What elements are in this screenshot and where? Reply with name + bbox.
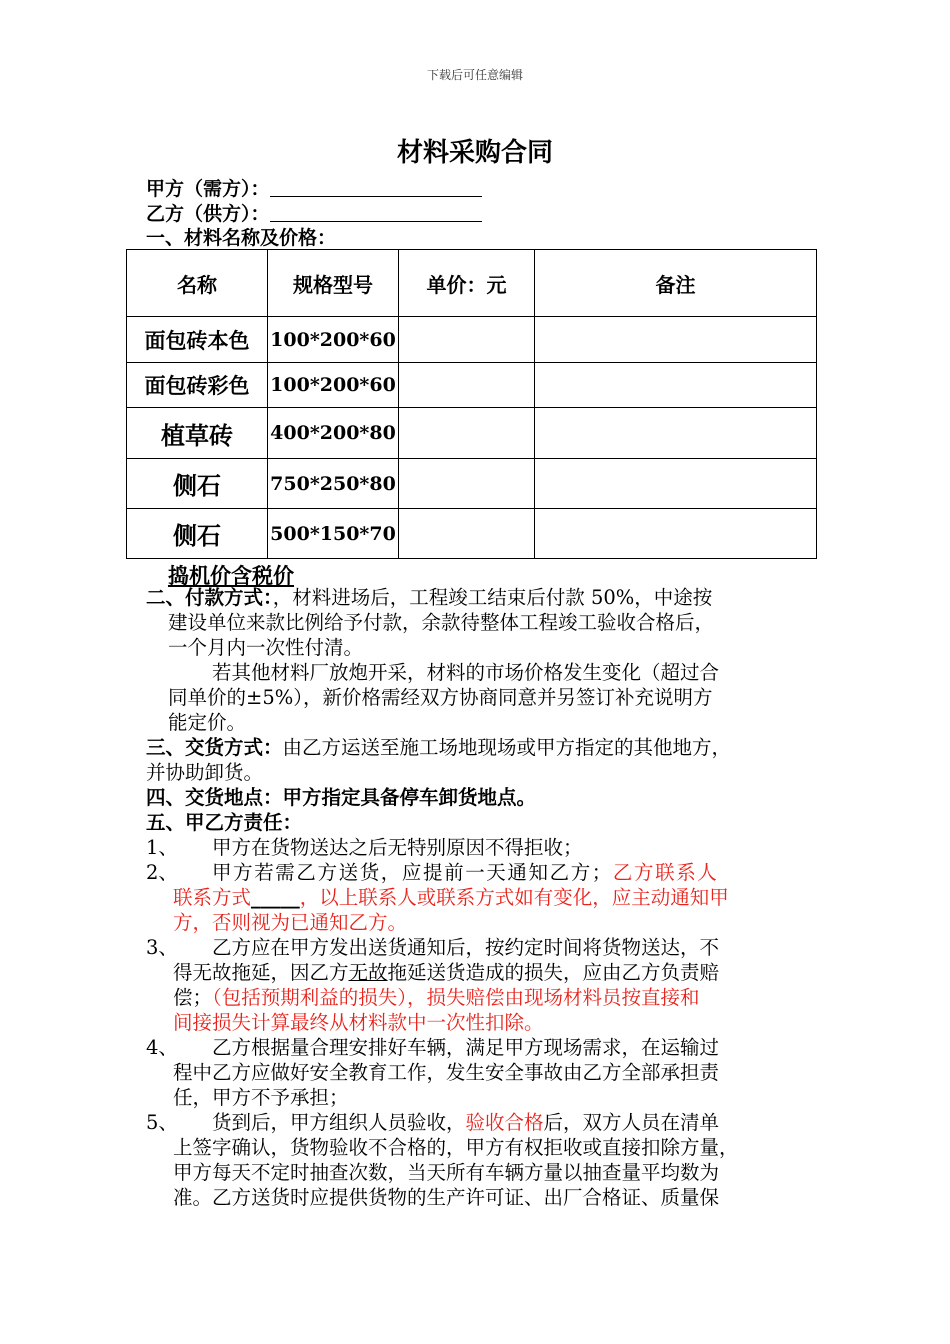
item3-text3a: 偿； — [173, 986, 213, 1009]
section4-heading: 四、交货地点：甲方指定具备停车卸货地点。 — [146, 786, 537, 809]
item2-blank: _____ — [251, 886, 300, 909]
party-a-label: 甲方（需方）： — [146, 178, 270, 200]
section1-heading: 一、材料名称及价格： — [146, 227, 337, 249]
section3-text1: 由乙方运送至施工场地现场或甲方指定的其他地方， — [282, 736, 732, 759]
item2-text1: 甲方若需乙方送货，应提前一天通知乙方； — [212, 861, 613, 884]
item5-text1a: 货到后，甲方组织人员验收， — [212, 1111, 466, 1134]
item3-text2u: 无故 — [348, 961, 388, 984]
table-row — [127, 363, 817, 408]
cell-remark — [535, 408, 817, 459]
table-header-remark: 备注 — [535, 250, 817, 317]
cell-price — [399, 459, 535, 509]
cell-price — [399, 317, 535, 363]
cell-spec: 400*200*80 — [268, 408, 399, 459]
item2-line2 — [173, 886, 729, 910]
party-a-line — [146, 174, 482, 201]
cell-name: 面包砖彩色 — [127, 363, 268, 408]
table-header-row — [127, 250, 817, 317]
section3-line1 — [146, 736, 731, 760]
item3-number: 3、 — [146, 936, 178, 959]
section2-label: 二、付款方式： — [146, 586, 273, 609]
cell-name: 面包砖本色 — [127, 317, 268, 363]
cell-spec: 750*250*80 — [268, 459, 399, 509]
cell-remark — [535, 363, 817, 408]
cell-spec: 100*200*60 — [268, 317, 399, 363]
section3-label: 三、交货方式： — [146, 736, 283, 759]
section2-text1: ，材料进场后，工程竣工结束后付款 50%，中途按 — [272, 586, 713, 609]
item3-text4: 间接损失计算最终从材料款中一次性扣除。 — [173, 1011, 544, 1034]
item1-number: 1、 — [146, 836, 178, 859]
cell-name: 侧石 — [127, 459, 268, 509]
section5-heading: 五、甲乙方责任： — [146, 811, 303, 834]
section2-text6: 能定价。 — [168, 711, 247, 734]
cell-price — [399, 408, 535, 459]
item1-text: 甲方在货物送达之后无特别原因不得拒收； — [212, 836, 583, 859]
document-title: 材料采购合同 — [396, 138, 553, 168]
item5-text2: 上签字确认，货物验收不合格的，甲方有权拒收或直接扣除方量， — [173, 1136, 739, 1159]
item3-text2a: 得无故拖延，因乙方 — [173, 961, 349, 984]
item4-text2: 程中乙方应做好安全教育工作，发生安全事故由乙方全部承担责 — [173, 1061, 720, 1084]
table-header-price: 单价：元 — [399, 250, 535, 317]
cell-price — [399, 363, 535, 408]
cell-remark — [535, 317, 817, 363]
table-header-name: 名称 — [127, 250, 268, 317]
item4-text3: 任，甲方不予承担； — [173, 1086, 349, 1109]
item5-text1b: 验收合格 — [465, 1111, 544, 1134]
party-b-blank — [270, 203, 482, 222]
item4-number: 4、 — [146, 1036, 178, 1059]
item3-line2 — [173, 961, 719, 985]
party-b-line — [146, 199, 482, 226]
table-row — [127, 509, 817, 559]
cell-spec: 500*150*70 — [268, 509, 399, 559]
cell-remark — [535, 509, 817, 559]
cell-remark — [535, 459, 817, 509]
item2-line1 — [212, 861, 718, 885]
party-a-blank — [270, 178, 482, 197]
cell-name: 植草砖 — [127, 408, 268, 459]
item2-text3: 方，否则视为已通知乙方。 — [173, 911, 408, 934]
table-row — [127, 459, 817, 509]
cell-name: 侧石 — [127, 509, 268, 559]
item5-text4: 准。乙方送货时应提供货物的生产许可证、出厂合格证、质量保 — [173, 1186, 720, 1209]
table-row — [127, 317, 817, 363]
item4-text1: 乙方根据量合理安排好车辆，满足甲方现场需求，在运输过 — [212, 1036, 720, 1059]
cell-price — [399, 509, 535, 559]
party-b-label: 乙方（供方）： — [146, 203, 270, 225]
price-note: 捣机价含税价 — [168, 563, 294, 588]
item3-text2b: 拖延送货造成的损失，应由乙方负责赔 — [387, 961, 720, 984]
item3-line3 — [173, 986, 700, 1010]
item5-number: 5、 — [146, 1111, 178, 1134]
price-table — [126, 249, 817, 559]
section2-text4: 若其他材料厂放炮开采，材料的市场价格发生变化（超过合 — [212, 661, 720, 684]
section2-text3: 一个月内一次性付清。 — [168, 636, 364, 659]
item5-text1c: 后，双方人员在清单 — [543, 1111, 720, 1134]
item2-text2: ，以上联系人或联系方式如有变化，应主动通知甲 — [299, 886, 729, 909]
table-header-spec: 规格型号 — [268, 250, 399, 317]
item5-line1 — [212, 1111, 719, 1135]
item2-contact-method: 联系方式 — [173, 886, 252, 909]
section2-line1 — [146, 586, 712, 610]
item3-text1: 乙方应在甲方发出送货通知后，按约定时间将货物送达，不 — [212, 936, 720, 959]
section3-text2: 并协助卸货。 — [146, 761, 264, 784]
section2-text5: 同单价的±5%），新价格需经双方协商同意并另签订补充说明方 — [168, 686, 713, 709]
section2-text2: 建设单位来款比例给予付款，余款待整体工程竣工验收合格后， — [168, 611, 715, 634]
item2-number: 2、 — [146, 861, 178, 884]
cell-spec: 100*200*60 — [268, 363, 399, 408]
item5-text3: 甲方每天不定时抽查次数，当天所有车辆方量以抽查量平均数为 — [173, 1161, 720, 1184]
table-row — [127, 408, 817, 459]
header-note: 下载后可任意编辑 — [426, 68, 523, 82]
item2-contact-person: 乙方联系人 — [612, 861, 719, 884]
item3-text3b: （包括预期利益的损失），损失赔偿由现场材料员按直接和 — [212, 986, 700, 1009]
